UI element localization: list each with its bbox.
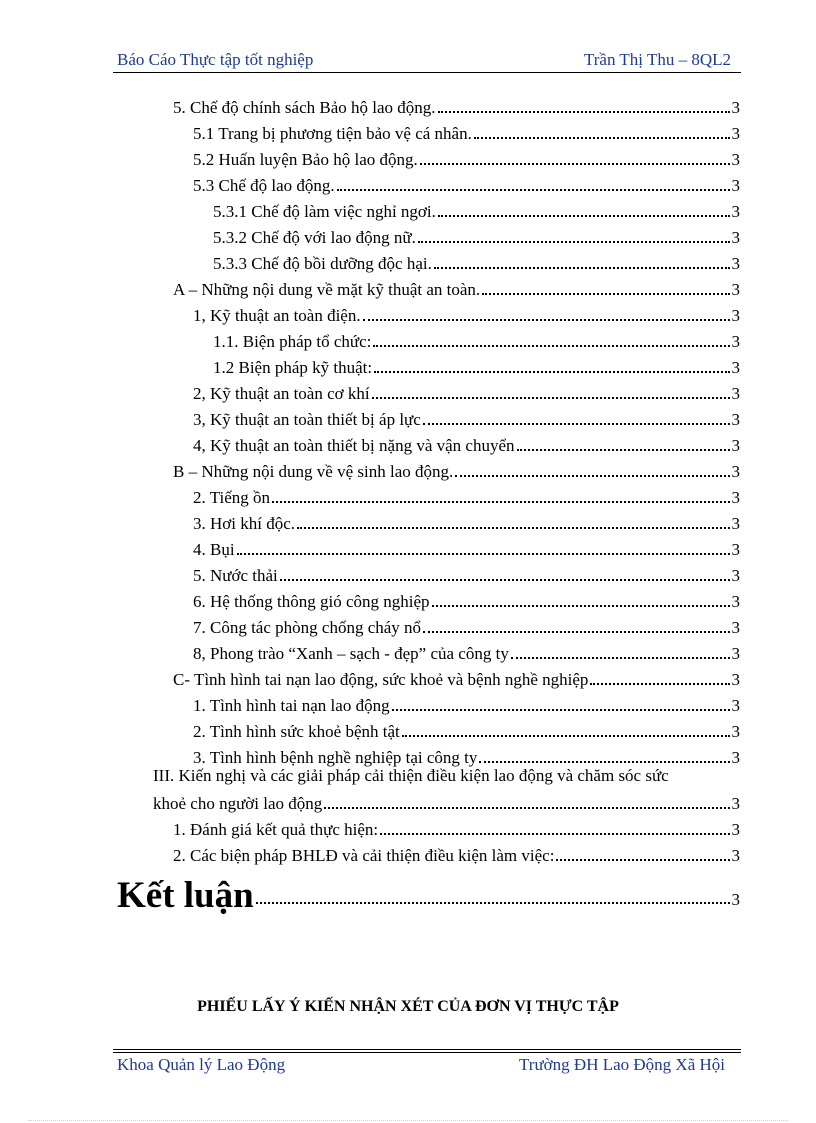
toc-leader: [372, 397, 730, 399]
toc-entry-text: 5. Chế độ chính sách Bảo hộ lao động.: [173, 98, 436, 117]
toc-page-number: 3: [731, 202, 740, 221]
footer-rule-top: [113, 1049, 741, 1050]
toc-page-number: 3: [731, 462, 740, 481]
toc-entry-text: 5.1 Trang bị phương tiện bảo vệ cá nhân.: [193, 124, 472, 143]
toc-page-number: 3: [731, 890, 740, 909]
toc-entry-text: 5.3.3 Chế độ bồi dưỡng độc hại.: [213, 254, 432, 273]
toc-entry[interactable]: [193, 534, 740, 560]
footer-rule-bottom: [113, 1052, 741, 1053]
toc-entry-text: 2. Các biện pháp BHLĐ và cải thiện điều kiện làm việc:: [173, 846, 555, 865]
toc-leader: [423, 423, 730, 425]
toc-entry[interactable]: [193, 404, 740, 430]
toc-page-number: 3: [731, 488, 740, 507]
toc-page-number: 3: [731, 410, 740, 429]
toc-page-number: 3: [731, 644, 740, 663]
toc-leader: [420, 163, 730, 165]
toc-leader: [380, 833, 729, 835]
toc-page-number: 3: [731, 306, 740, 325]
toc-entry[interactable]: [173, 92, 740, 118]
toc-page-number: 3: [731, 618, 740, 637]
feedback-form-title: PHIẾU LẤY Ý KIẾN NHẬN XÉT CỦA ĐƠN VỊ THỰC TẬP: [197, 998, 619, 1015]
toc-entry-text: A – Những nội dung về mặt kỹ thuật an toàn.: [173, 280, 481, 299]
toc-entry[interactable]: [193, 716, 740, 742]
toc-entry-text: 1, Kỹ thuật an toàn điện.: [193, 306, 361, 325]
toc-entry-text: 1.1. Biện pháp tổ chức:: [213, 332, 372, 351]
toc-entry[interactable]: [193, 560, 740, 586]
toc-page-number: 3: [731, 384, 740, 403]
toc-leader: [556, 859, 729, 861]
toc-entry-text: 2, Kỹ thuật an toàn cơ khí: [193, 384, 370, 403]
toc-entry-text: 2. Tình hình sức khoẻ bệnh tật: [193, 722, 400, 741]
toc-page-number: 3: [731, 540, 740, 559]
toc-entry[interactable]: [193, 612, 740, 638]
toc-entry[interactable]: [213, 196, 740, 222]
footer-faculty: Khoa Quản lý Lao Động: [117, 1055, 286, 1074]
toc-leader: [418, 241, 730, 243]
toc-entry-text: B – Những nội dung về vệ sinh lao động.: [173, 462, 454, 481]
toc-leader: [482, 293, 729, 295]
toc-page-number: 3: [731, 696, 740, 715]
toc-entry[interactable]: [213, 326, 740, 352]
header-report-title: Báo Cáo Thực tập tốt nghiệp: [117, 50, 314, 69]
toc-leader: [237, 553, 730, 555]
toc-leader: [434, 267, 730, 269]
toc-entry[interactable]: [173, 664, 740, 690]
toc-entry[interactable]: [193, 430, 740, 456]
toc-page-number: 3: [731, 228, 740, 247]
toc-entry-text: khoẻ cho người lao động: [153, 794, 323, 813]
toc-page-number: 3: [731, 98, 740, 117]
toc-entry-conclusion[interactable]: [117, 868, 740, 918]
toc-page-number: 3: [731, 124, 740, 143]
toc-entry[interactable]: [193, 742, 740, 768]
toc-entry[interactable]: [173, 814, 740, 840]
toc-page-number: 3: [731, 592, 740, 611]
toc-page-number: 3: [731, 566, 740, 585]
toc-entry[interactable]: [193, 170, 740, 196]
toc-entry-text: 3. Tình hình bệnh nghề nghiệp tại công ty: [193, 748, 478, 767]
toc-page-number: 3: [731, 670, 740, 689]
toc-entry[interactable]: [193, 586, 740, 612]
toc-entry[interactable]: [213, 248, 740, 274]
toc-leader: [256, 902, 730, 904]
toc-page-number: 3: [731, 846, 740, 865]
toc-entry[interactable]: [193, 508, 740, 534]
toc-entry[interactable]: [173, 840, 740, 866]
toc-entry-text: 6. Hệ thống thông gió công nghiệp: [193, 592, 430, 611]
toc-entry-text: 5.2 Huấn luyện Bảo hộ lao động.: [193, 150, 418, 169]
toc-page-number: 3: [731, 176, 740, 195]
toc-leader: [324, 807, 729, 809]
toc-leader: [374, 371, 729, 373]
toc-entry-text: 1. Tình hình tai nạn lao động: [193, 696, 390, 715]
toc-leader: [363, 319, 730, 321]
toc-entry[interactable]: [213, 222, 740, 248]
toc-entry[interactable]: [193, 690, 740, 716]
toc-leader: [438, 215, 730, 217]
toc-page-number: 3: [731, 254, 740, 273]
toc-page-number: 3: [731, 436, 740, 455]
toc-entry[interactable]: [193, 118, 740, 144]
toc-page-number: 3: [731, 820, 740, 839]
toc-entry-text: 3, Kỹ thuật an toàn thiết bị áp lực: [193, 410, 421, 429]
toc-page-number: 3: [731, 748, 740, 767]
toc-page-number: 3: [731, 794, 740, 813]
toc-entry-text: 4, Kỹ thuật an toàn thiết bị nặng và vận chuyển: [193, 436, 515, 455]
toc-leader: [474, 137, 730, 139]
toc-page-number: 3: [731, 514, 740, 533]
toc-page-number: 3: [731, 150, 740, 169]
toc-entry-text: 1. Đánh giá kết quả thực hiện:: [173, 820, 379, 839]
toc-entry-text: 5.3 Chế độ lao động.: [193, 176, 335, 195]
page-header: [117, 50, 741, 74]
conclusion-heading: Kết luận: [117, 875, 254, 916]
toc-leader: [432, 605, 730, 607]
toc-page-number: 3: [731, 332, 740, 351]
footer-university: Trường ĐH Lao Động Xã Hội: [519, 1055, 725, 1074]
toc-entry[interactable]: [173, 274, 740, 300]
toc-entry-section-3[interactable]: [153, 788, 740, 814]
toc-entry-text: 2. Tiếng ồn: [193, 488, 270, 507]
toc-entry-text: 8, Phong trào “Xanh – sạch - đẹp” của công ty: [193, 644, 509, 663]
toc-entry[interactable]: [213, 352, 740, 378]
header-author: Trần Thị Thu – 8QL2: [583, 50, 731, 69]
toc-leader: [392, 709, 730, 711]
toc-leader: [272, 501, 730, 503]
toc-entry-text: 7. Công tác phòng chống cháy nổ: [193, 618, 422, 637]
toc-entry-text: 5.3.1 Chế độ làm việc nghỉ ngơi.: [213, 202, 436, 221]
toc-leader: [511, 657, 730, 659]
toc-page-number: 3: [731, 722, 740, 741]
toc-entry-text: 3. Hơi khí độc.: [193, 514, 296, 533]
toc-leader: [402, 735, 730, 737]
page-footer: [117, 1055, 725, 1079]
toc-entry-text: C- Tình hình tai nạn lao động, sức khoẻ và bệnh nghề nghiệp: [173, 670, 589, 689]
toc-leader: [455, 475, 729, 477]
toc-leader: [423, 631, 729, 633]
toc-entry-text: 5.3.2 Chế độ với lao động nữ.: [213, 228, 416, 247]
toc-entry[interactable]: [193, 638, 740, 664]
toc-entry-text: 1.2 Biện pháp kỹ thuật:: [213, 358, 373, 377]
toc-entry-text: 4. Bụi: [193, 540, 235, 559]
toc-entry[interactable]: [193, 482, 740, 508]
toc-leader: [297, 527, 729, 529]
toc-leader: [479, 761, 729, 763]
toc-entry[interactable]: [193, 300, 740, 326]
toc-entry[interactable]: [193, 144, 740, 170]
toc-entry[interactable]: [173, 456, 740, 482]
toc-page-number: 3: [731, 280, 740, 299]
toc-leader: [517, 449, 730, 451]
toc-leader: [373, 345, 729, 347]
toc-leader: [337, 189, 730, 191]
toc-entry[interactable]: [193, 378, 740, 404]
page-edge-dots: [28, 1120, 788, 1121]
toc-entry-section-3-line1[interactable]: III. Kiến nghị và các giải pháp cải thiện điều kiện lao động và chăm sóc sức: [153, 766, 669, 785]
header-rule: [113, 72, 741, 73]
toc-leader: [438, 111, 730, 113]
toc-leader: [280, 579, 730, 581]
toc-page-number: 3: [731, 358, 740, 377]
toc-leader: [590, 683, 729, 685]
toc-entry-text: 5. Nước thải: [193, 566, 278, 585]
